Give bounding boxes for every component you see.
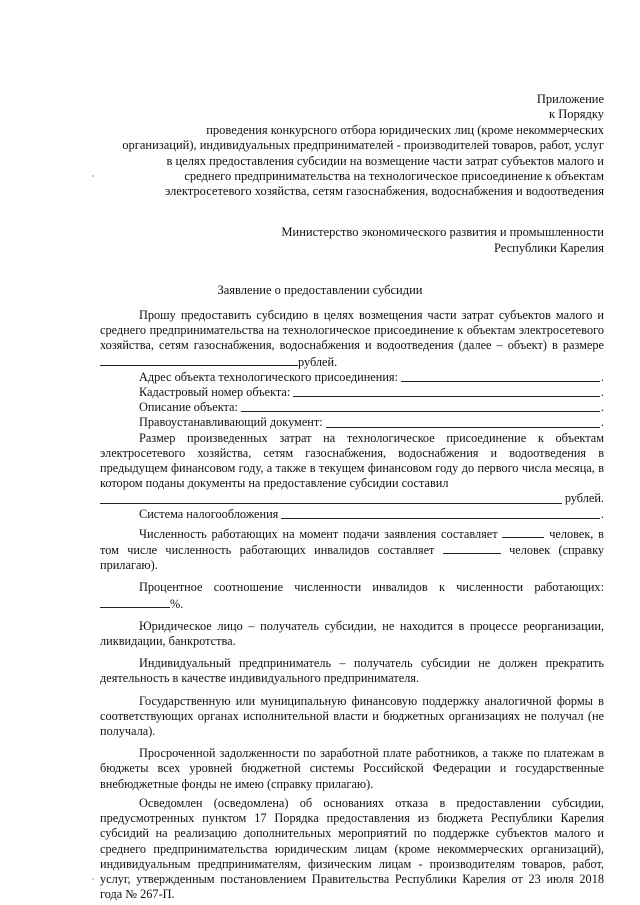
scan-speck	[92, 175, 94, 177]
headcount-total-field[interactable]	[502, 526, 544, 538]
ratio-text: Процентное соотношение численности инвалидов к численности работающих:	[139, 580, 604, 595]
subsidy-amount-field[interactable]	[100, 354, 298, 366]
tax-system-field[interactable]	[281, 507, 600, 519]
support-paragraph: Государственную или муниципальную финансовую поддержку аналогичной формы в соответствующих органах исполнительной власти и бюджетных организациях не получал (не получала).	[100, 693, 604, 739]
headcount-disabled-field[interactable]	[443, 542, 501, 554]
arrears-paragraph: Просроченной задолженности по заработной плате работников, а также по платежам в бюджеты всех уровней бюджетной системы Российской Федерации и государственные внебюджетные фонды не имею (справку прилагаю).	[100, 746, 604, 791]
document-title: Заявление о предоставлении субсидии	[217, 283, 423, 297]
address-field[interactable]	[401, 370, 600, 382]
costs-amount-row	[100, 491, 604, 506]
entrepreneur-paragraph: Индивидуальный предприниматель – получатель субсидии не должен прекратить деятельность в качестве индивидуального предпринимателя.	[100, 656, 604, 686]
appendix-line: проведения конкурсного отбора юридических лиц (кроме некоммерческих	[206, 122, 604, 137]
recipient-line: Министерство экономического развития и промышленности	[281, 225, 604, 239]
recipient-block	[281, 224, 604, 256]
appendix-line: в целях предоставления субсидии на возмещение части затрат субъектов малого и	[166, 153, 604, 168]
tax-system-row: Система налогообложения .	[139, 506, 604, 521]
ratio-unit: %.	[170, 596, 184, 611]
appendix-line: среднего предпринимательства на технологическое присоединение к объектам	[184, 169, 604, 184]
headcount-text-c: человек (справку прилагаю).	[100, 543, 605, 573]
title-document-label: Правоустанавливающий документ:	[139, 415, 323, 430]
cadastral-label: Кадастровый номер объекта:	[139, 385, 291, 400]
tax-system-label: Система налогообложения	[139, 506, 279, 521]
appendix-header	[84, 92, 604, 200]
costs-paragraph	[100, 431, 604, 492]
cadastral-field[interactable]	[293, 385, 600, 397]
costs-amount-field[interactable]	[100, 492, 562, 504]
address-row: Адрес объекта технологического присоединения: .	[139, 369, 604, 384]
subsidy-request-paragraph	[100, 308, 604, 370]
ratio-paragraph	[100, 580, 604, 611]
subsidy-amount-unit: рублей.	[298, 354, 338, 369]
appendix-line: организаций), индивидуальных предпринимателей - производителей товаров, работ, услуг	[122, 138, 604, 153]
legal-entity-paragraph: Юридическое лицо – получатель субсидии, не находится в процессе реорганизации, ликвидации, банкротства.	[100, 618, 604, 649]
address-label: Адрес объекта технологического присоединения:	[139, 369, 398, 384]
scan-speck	[92, 878, 94, 880]
title-document-field[interactable]	[326, 416, 600, 428]
headcount-text-a: Численность работающих на момент подачи заявления составляет	[139, 526, 498, 541]
costs-text: Размер произведенных затрат на технологическое присоединение к объектам электросетевого хозяйства, сетям газоснабжения, водоснабжения и водоотведения в предыдущем финансовом году, а также в текущем финансовом году до первого числа месяца, в котором поданы документы на предоставление субсидии составил	[100, 430, 604, 491]
headcount-text-b: человек, в том числе численность работающих инвалидов составляет	[100, 526, 604, 558]
cadastral-row: Кадастровый номер объекта: .	[139, 385, 604, 400]
appendix-line: электросетевого хозяйства, сетям газоснабжения, водоснабжения и водоотведения	[164, 184, 604, 199]
subsidy-request-text: Прошу предоставить субсидию в целях возмещения части затрат субъектов малого и среднего предпринимательства на технологическое присоединение к объектам электросетевого хозяйства, сетям газоснабжения, водоснабжения и водоотведения (далее – объект) в размере	[100, 308, 604, 353]
appendix-line: Приложение	[536, 92, 604, 106]
informed-paragraph: Осведомлен (осведомлена) об основаниях отказа в предоставлении субсидии, предусмотренных пунктом 17 Порядка предоставления из бюджета Республики Карелия субсидий на реализацию дополнительных мероприятий по поддержке субъектов малого и среднего предпринимательства юридическим лицам (кроме некоммерческих организаций), индивидуальным предпринимателям, физическим лицам - производителям товаров, работ, услуг, утвержденным постановлением Правительства Республики Карелия от 23 июля 2018 года № 267-П.	[100, 795, 604, 902]
description-field[interactable]	[241, 400, 600, 412]
application-body	[100, 308, 604, 902]
ratio-field[interactable]	[100, 596, 170, 608]
costs-amount-unit: рублей.	[564, 491, 604, 506]
title-document-row: Правоустанавливающий документ: .	[139, 415, 604, 430]
recipient-line: Республики Карелия	[493, 241, 604, 255]
headcount-paragraph	[100, 526, 604, 574]
description-label: Описание объекта:	[139, 400, 238, 415]
description-row: Описание объекта: .	[139, 400, 604, 415]
appendix-line: к Порядку	[549, 107, 604, 122]
